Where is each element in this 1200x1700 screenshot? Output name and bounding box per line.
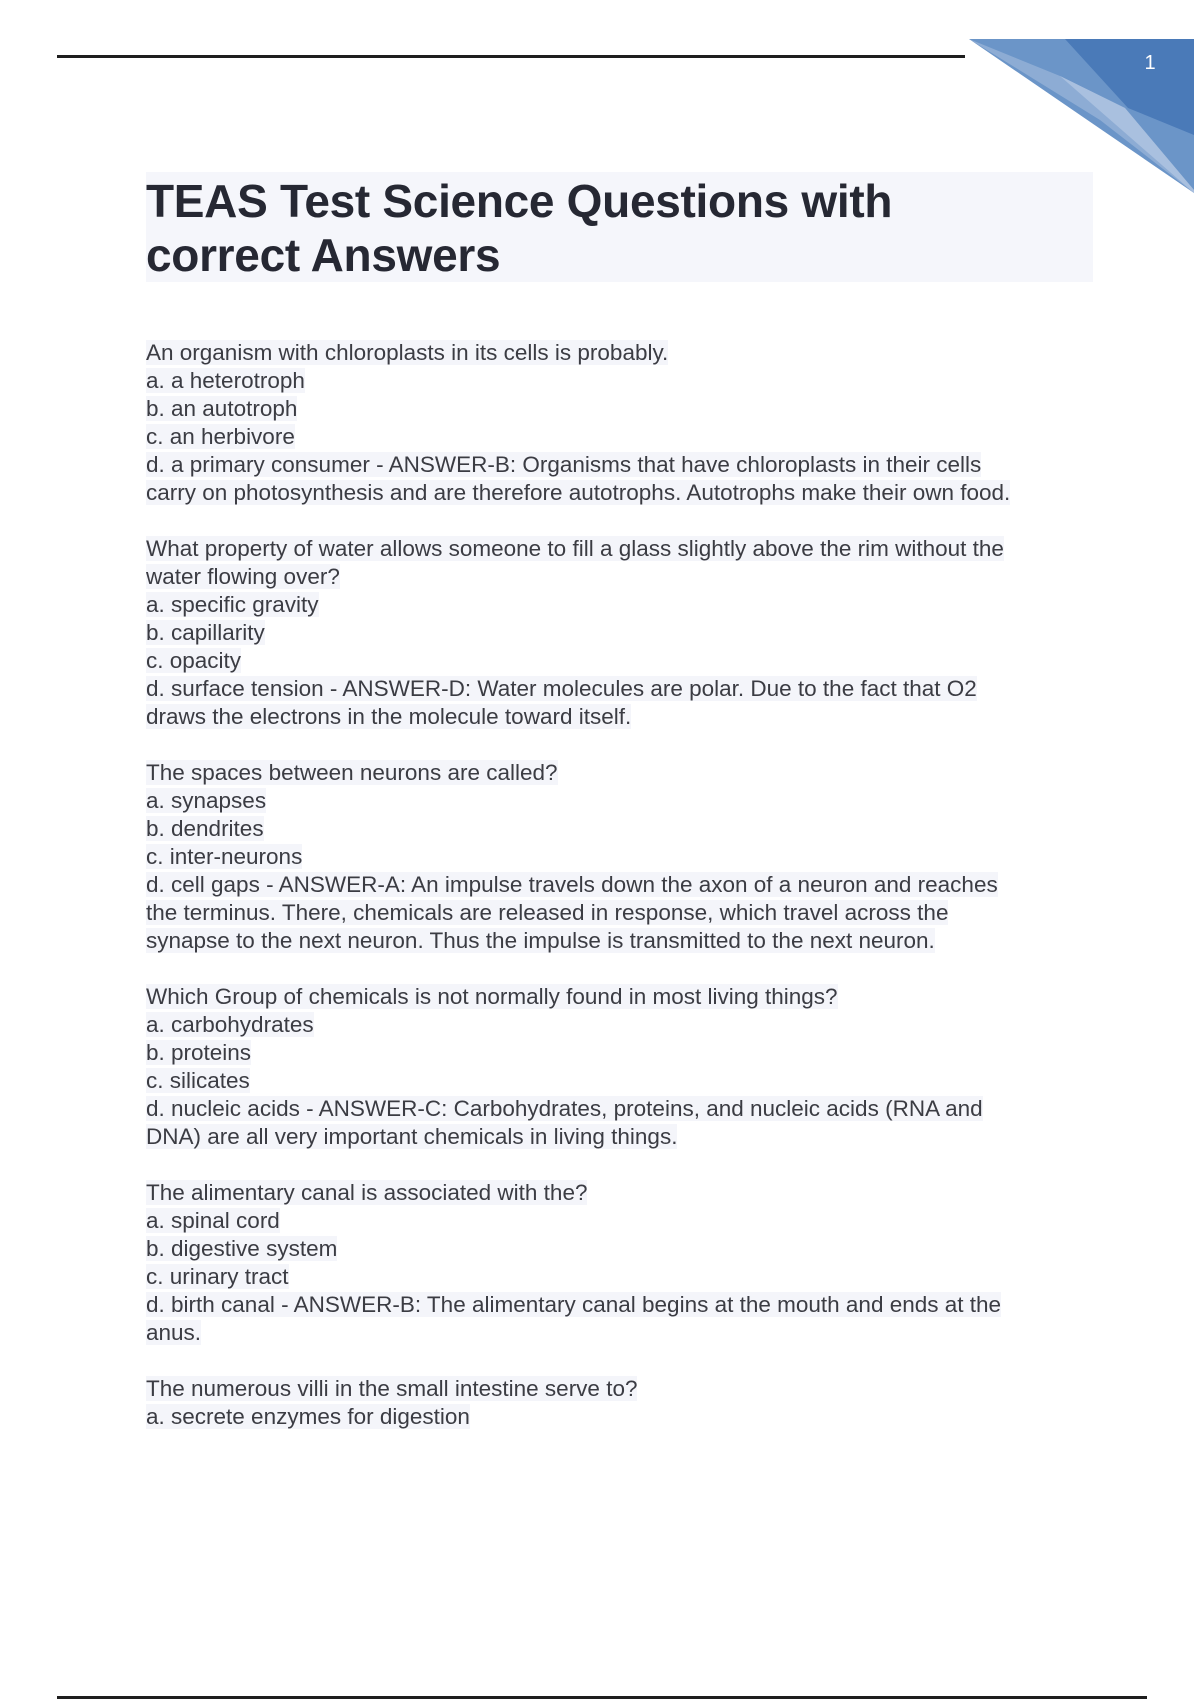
question-block — [146, 339, 1081, 507]
option: a. specific gravity — [146, 592, 319, 617]
option: a. synapses — [146, 788, 267, 813]
option: b. digestive system — [146, 1236, 338, 1261]
option: b. an autotroph — [146, 396, 298, 421]
answer-text: carry on photosynthesis and are therefore autotrophs. Autotrophs make their own food. — [146, 480, 1011, 505]
answer-text: d. cell gaps - ANSWER-A: An impulse travels down the axon of a neuron and reaches — [146, 872, 998, 897]
answer-text: DNA) are all very important chemicals in living things. — [146, 1124, 678, 1149]
question-block — [146, 1375, 1081, 1431]
option: b. capillarity — [146, 620, 265, 645]
question-text: The spaces between neurons are called? — [146, 760, 558, 785]
question-block — [146, 1179, 1081, 1347]
question-text: The numerous villi in the small intestine serve to? — [146, 1376, 638, 1401]
title-line: TEAS Test Science Questions with — [146, 175, 893, 227]
answer-text: d. nucleic acids - ANSWER-C: Carbohydrates, proteins, and nucleic acids (RNA and — [146, 1096, 983, 1121]
question-text: The alimentary canal is associated with the? — [146, 1180, 588, 1205]
answer-text: the terminus. There, chemicals are released in response, which travel across the — [146, 900, 949, 925]
question-text: What property of water allows someone to fill a glass slightly above the rim without the — [146, 536, 1004, 561]
option: c. an herbivore — [146, 424, 295, 449]
page-number: 1 — [1144, 52, 1156, 74]
option: c. silicates — [146, 1068, 250, 1093]
option: c. opacity — [146, 648, 242, 673]
document-title — [146, 174, 1093, 282]
answer-text: d. a primary consumer - ANSWER-B: Organisms that have chloroplasts in their cells — [146, 452, 982, 477]
option: a. spinal cord — [146, 1208, 280, 1233]
question-list — [146, 339, 1081, 1459]
answer-text: d. birth canal - ANSWER-B: The alimentary canal begins at the mouth and ends at the — [146, 1292, 1002, 1317]
question-block — [146, 535, 1081, 731]
answer-text: draws the electrons in the molecule toward itself. — [146, 704, 632, 729]
answer-text: d. surface tension - ANSWER-D: Water molecules are polar. Due to the fact that O2 — [146, 676, 977, 701]
footer-rule — [57, 1696, 1147, 1699]
question-text: Which Group of chemicals is not normally found in most living things? — [146, 984, 838, 1009]
question-block — [146, 759, 1081, 955]
header-rule — [57, 55, 965, 58]
question-text: An organism with chloroplasts in its cells is probably. — [146, 340, 669, 365]
option: b. dendrites — [146, 816, 264, 841]
option: a. a heterotroph — [146, 368, 305, 393]
option: a. secrete enzymes for digestion — [146, 1404, 470, 1429]
answer-text: synapse to the next neuron. Thus the impulse is transmitted to the next neuron. — [146, 928, 935, 953]
answer-text: anus. — [146, 1320, 202, 1345]
option: c. urinary tract — [146, 1264, 289, 1289]
option: c. inter-neurons — [146, 844, 303, 869]
option: b. proteins — [146, 1040, 252, 1065]
question-text: water flowing over? — [146, 564, 340, 589]
question-block — [146, 983, 1081, 1151]
option: a. carbohydrates — [146, 1012, 314, 1037]
title-line: correct Answers — [146, 229, 501, 281]
